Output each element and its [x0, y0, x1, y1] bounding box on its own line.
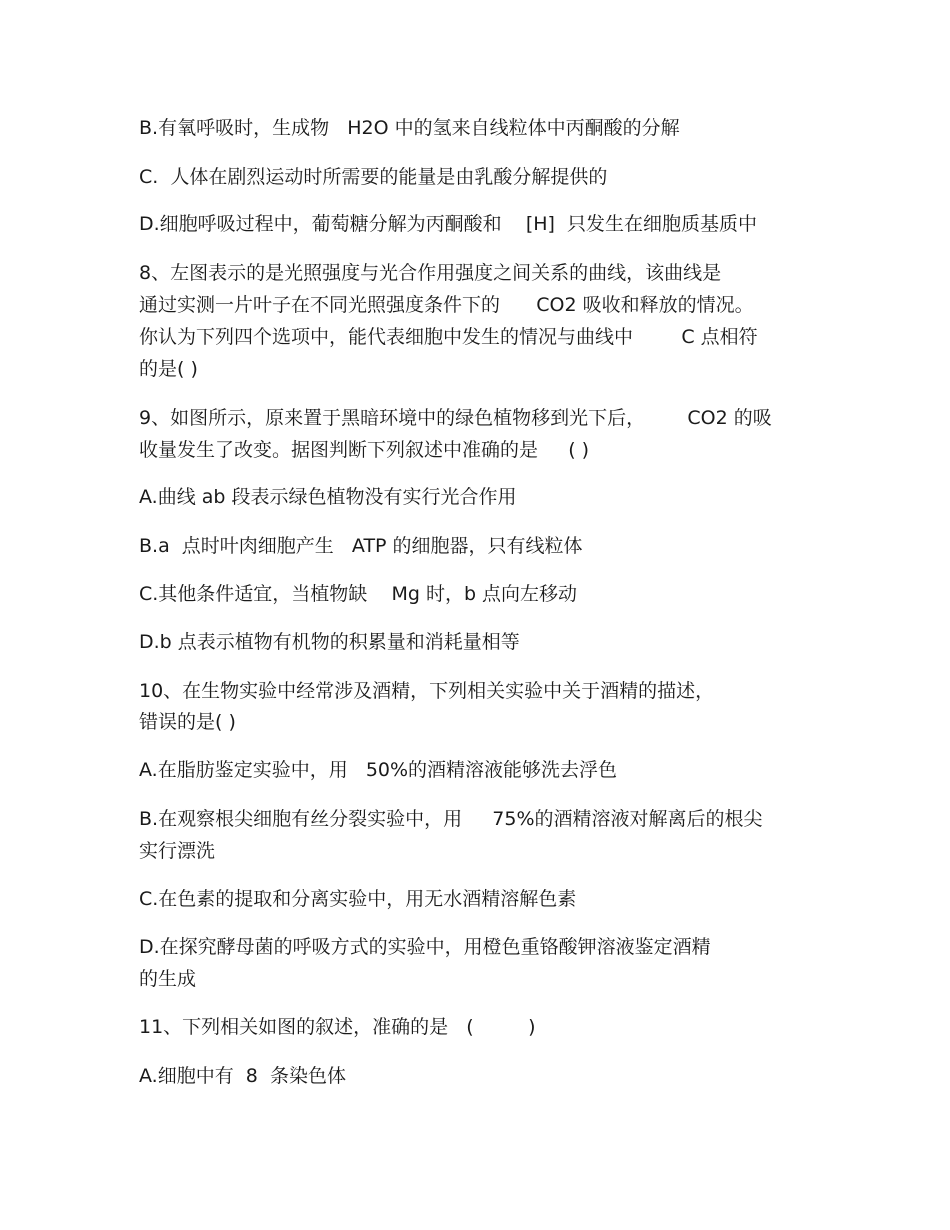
question-8-line-3: 你认为下列四个选项中，能代表细胞中发生的情况与曲线中 C 点相符 — [139, 326, 758, 348]
question-10-line-1: 10、在生物实验中经常涉及酒精，下列相关实验中关于酒精的描述， — [139, 680, 715, 702]
question-10-option-d-line-1: D.在探究酵母菌的呼吸方式的实验中，用橙色重铬酸钾溶液鉴定酒精 — [139, 936, 711, 958]
question-9-option-d: D.b 点表示植物有机物的积累量和消耗量相等 — [139, 631, 520, 653]
question-9-line-1: 9、如图所示，原来置于黑暗环境中的绿色植物移到光下后， CO2 的吸 — [139, 407, 772, 429]
question-10-option-a: A.在脂肪鉴定实验中，用 50%的酒精溶液能够洗去浮色 — [139, 759, 618, 781]
text-line-option-c-exercise: C. 人体在剧烈运动时所需要的能量是由乳酸分解提供的 — [139, 166, 608, 188]
text-line-option-d-glycolysis: D.细胞呼吸过程中，葡萄糖分解为丙酮酸和 [H] 只发生在细胞质基质中 — [139, 213, 758, 235]
question-11-option-a: A.细胞中有 8 条染色体 — [139, 1065, 346, 1087]
question-9-option-b: B.a 点时叶肉细胞产生 ATP 的细胞器，只有线粒体 — [139, 535, 583, 557]
text-line-option-b-aerobic: B.有氧呼吸时，生成物 H2O 中的氢来自线粒体中丙酮酸的分解 — [139, 117, 680, 139]
question-9-line-2: 收量发生了改变。据图判断下列叙述中准确的是 ( ) — [139, 439, 590, 461]
question-9-option-c: C.其他条件适宜，当植物缺 Mg 时，b 点向左移动 — [139, 583, 578, 605]
question-8-line-1: 8、左图表示的是光照强度与光合作用强度之间关系的曲线，该曲线是 — [139, 262, 722, 284]
question-10-option-d-line-2: 的生成 — [139, 968, 197, 990]
question-10-option-c: C.在色素的提取和分离实验中，用无水酒精溶解色素 — [139, 888, 577, 910]
question-8-line-2: 通过实测一片叶子在不同光照强度条件下的 CO2 吸收和释放的情况。 — [139, 294, 754, 316]
question-9-option-a: A.曲线 ab 段表示绿色植物没有实行光合作用 — [139, 486, 517, 508]
question-10-line-2: 错误的是( ) — [139, 711, 236, 733]
question-8-line-4: 的是( ) — [139, 358, 198, 380]
question-10-option-b-line-1: B.在观察根尖细胞有丝分裂实验中，用 75%的酒精溶液对解离后的根尖 — [139, 808, 763, 830]
question-10-option-b-line-2: 实行漂洗 — [139, 840, 216, 862]
question-11-line-1: 11、下列相关如图的叙述，准确的是 ( ) — [139, 1016, 536, 1038]
